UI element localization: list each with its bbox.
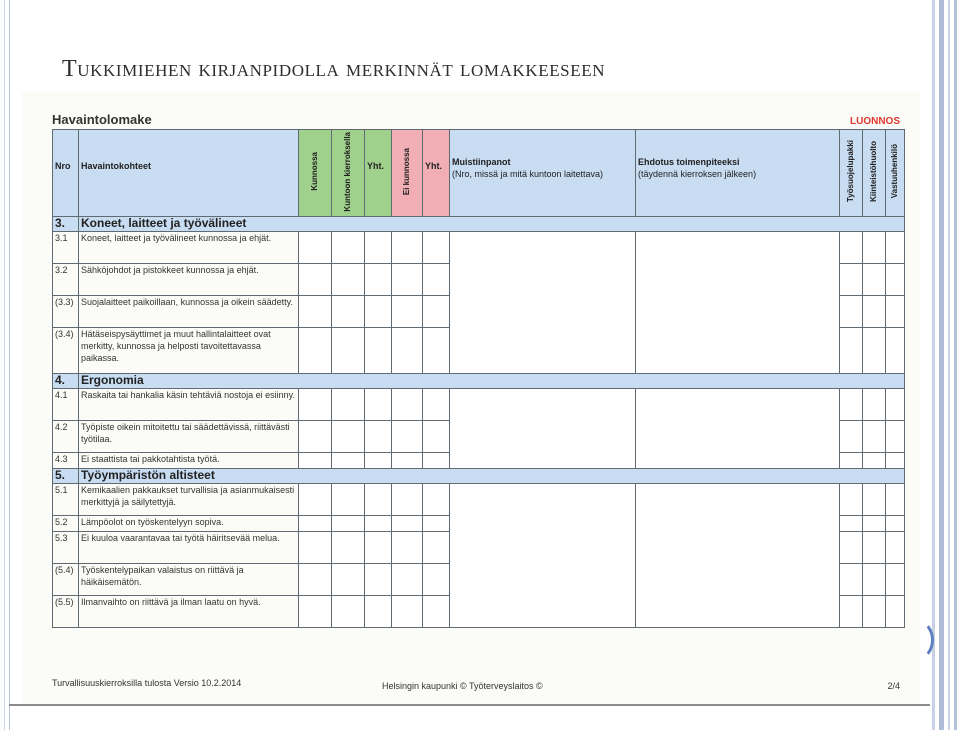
check-cell[interactable] — [332, 484, 365, 516]
header-ok-total: Yht. — [365, 130, 392, 217]
section-number: 4. — [53, 374, 79, 389]
slide-title: Tukkimiehen kirjanpidolla merkinnät lomakkeeseen — [62, 56, 606, 82]
header-notes: Muistiinpanot (Nro, missä ja mitä kuntoon laitettava) — [450, 130, 636, 217]
header-ok: Kunnossa — [299, 130, 332, 217]
footer-page-number: 2/4 — [887, 681, 900, 691]
check-cell[interactable] — [332, 532, 365, 564]
check-cell[interactable] — [299, 484, 332, 516]
check-cell[interactable] — [392, 484, 423, 516]
table-row: (3.3) Suojalaitteet paikoillaan, kunnossa ja oikein säädetty. — [53, 296, 905, 328]
check-cell[interactable] — [332, 564, 365, 596]
table-row: 5.3 Ei kuuloa vaarantavaa tai työtä häiritsevää melua. — [53, 532, 905, 564]
header-resp-2: Kiinteistöhuolto — [863, 130, 886, 217]
check-cell[interactable] — [299, 232, 332, 264]
form-title: Havaintolomake — [52, 112, 152, 127]
check-cell[interactable] — [299, 532, 332, 564]
section-header-4 — [53, 374, 905, 389]
header-not-ok: Ei kunnossa — [392, 130, 423, 217]
check-cell[interactable] — [392, 389, 423, 421]
check-cell[interactable] — [392, 516, 423, 532]
form-scan — [22, 92, 920, 704]
check-cell[interactable] — [392, 264, 423, 296]
section-header-3 — [53, 217, 905, 232]
check-cell[interactable] — [392, 296, 423, 328]
header-row — [53, 130, 905, 217]
table-row: (5.5) Ilmanvaihto on riittävä ja ilman laatu on hyvä. — [53, 596, 905, 628]
decorative-circle-icon — [902, 620, 934, 660]
proposal-area[interactable] — [636, 232, 840, 374]
notes-area[interactable] — [450, 484, 636, 628]
table-row: 4.3 Ei staattista tai pakkotahtista työtä. — [53, 453, 905, 469]
section-header-5 — [53, 469, 905, 484]
check-cell[interactable] — [392, 421, 423, 453]
header-resp-3: Vastuuhenkilö — [886, 130, 905, 217]
check-cell[interactable] — [299, 328, 332, 374]
header-proposal: Ehdotus toimenpiteeksi (täydennä kierroksen jälkeen) — [636, 130, 840, 217]
header-nro: Nro — [53, 130, 79, 217]
section-title: Työympäristön altisteet — [79, 469, 905, 484]
footer-copyright: Helsingin kaupunki © Työterveyslaitos © — [382, 681, 543, 691]
check-cell[interactable] — [332, 421, 365, 453]
slide-frame-right — [930, 0, 960, 730]
table-row: (5.4) Työskentelypaikan valaistus on riittävä ja häikäisemätön. — [53, 564, 905, 596]
check-cell[interactable] — [299, 516, 332, 532]
proposal-area[interactable] — [636, 389, 840, 469]
table-row: 3.2 Sähköjohdot ja pistokkeet kunnossa ja ehjät. — [53, 264, 905, 296]
slide-frame-left — [0, 0, 10, 730]
section-number: 5. — [53, 469, 79, 484]
check-cell[interactable] — [332, 516, 365, 532]
table-row: 5.1 Kemikaalien pakkaukset turvallisia ja asianmukaisesti merkittyjä ja säilytettyjä. — [53, 484, 905, 516]
check-cell[interactable] — [299, 596, 332, 628]
check-cell[interactable] — [299, 453, 332, 469]
check-cell[interactable] — [332, 389, 365, 421]
check-cell[interactable] — [299, 564, 332, 596]
check-cell[interactable] — [332, 596, 365, 628]
check-cell[interactable] — [299, 296, 332, 328]
draft-label: LUONNOS — [850, 116, 900, 127]
table-row: (3.4) Hätäseispysäyttimet ja muut hallintalaitteet ovat merkitty, kunnossa ja helposti tavoitettavassa paikassa. — [53, 328, 905, 374]
section-title: Ergonomia — [79, 374, 905, 389]
slide-bottom-rule — [9, 704, 930, 706]
check-cell[interactable] — [299, 389, 332, 421]
check-cell[interactable] — [332, 328, 365, 374]
header-items: Havaintokohteet — [79, 130, 299, 217]
header-not-ok-total: Yht. — [423, 130, 450, 217]
check-cell[interactable] — [392, 596, 423, 628]
table-row: 4.2 Työpiste oikein mitoitettu tai säädettävissä, riittävästi työtilaa. — [53, 421, 905, 453]
table-row: 4.1 Raskaita tai hankalia käsin tehtäviä nostoja ei esiinny. — [53, 389, 905, 421]
check-cell[interactable] — [392, 328, 423, 374]
check-cell[interactable] — [299, 421, 332, 453]
check-cell[interactable] — [392, 564, 423, 596]
notes-area[interactable] — [450, 389, 636, 469]
proposal-area[interactable] — [636, 484, 840, 628]
check-cell[interactable] — [392, 532, 423, 564]
check-cell[interactable] — [299, 264, 332, 296]
table-row: 3.1 Koneet, laitteet ja työvälineet kunnossa ja ehjät. — [53, 232, 905, 264]
header-ok-rounds: Kuntoon kierroksella — [332, 130, 365, 217]
observation-table — [52, 129, 905, 628]
check-cell[interactable] — [332, 296, 365, 328]
footer-version: Turvallisuuskierroksilla tulosta Versio 10.2.2014 — [52, 678, 242, 688]
table-row: 5.2 Lämpöolot on työskentelyyn sopiva. — [53, 516, 905, 532]
header-resp-1: Työsuojelupakki — [840, 130, 863, 217]
section-title: Koneet, laitteet ja työvälineet — [79, 217, 905, 232]
section-number: 3. — [53, 217, 79, 232]
check-cell[interactable] — [392, 232, 423, 264]
check-cell[interactable] — [332, 232, 365, 264]
check-cell[interactable] — [332, 264, 365, 296]
notes-area[interactable] — [450, 232, 636, 374]
check-cell[interactable] — [332, 453, 365, 469]
check-cell[interactable] — [392, 453, 423, 469]
